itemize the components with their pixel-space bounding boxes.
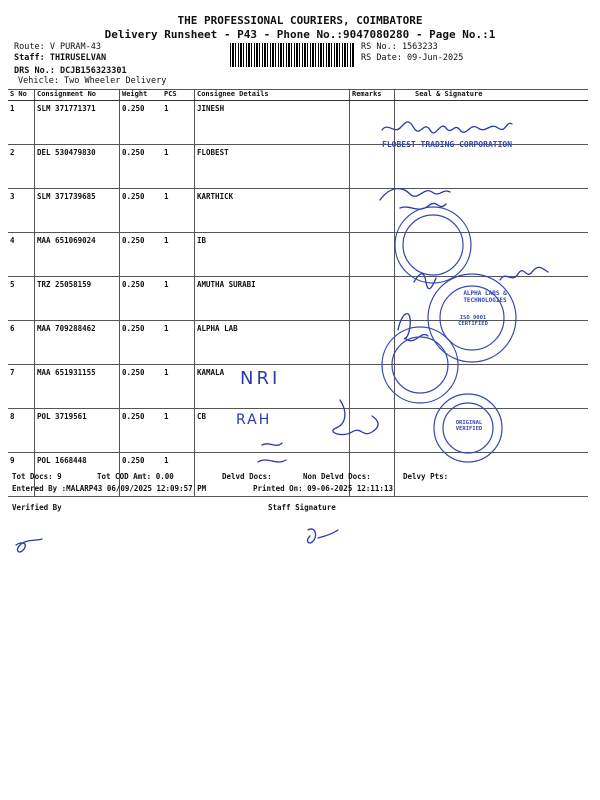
row-consignment: MAA 651931155 [35,365,120,409]
row-weight: 0.250 [120,365,163,409]
row-consignment: SLM 371739685 [35,189,120,233]
row-weight: 0.250 [120,145,163,189]
row-consignee: IB [195,233,350,277]
col-seal: Seal & Signature [395,90,589,101]
verifier-signature [16,539,42,552]
signature-row1 [382,122,512,133]
non-delivered-docs: Non Delvd Docs: [303,472,371,481]
verified-by-label: Verified By [12,503,62,512]
col-pcs: PCS [162,90,195,101]
row-weight: 0.250 [120,233,163,277]
vehicle-label: Vehicle: Two Wheeler Delivery [18,76,167,86]
row-consignee: AMUTHA SURABI [195,277,350,321]
col-weight: Weight [120,90,163,101]
row-sno: 7 [8,365,35,409]
row-consignment: DEL 530479830 [35,145,120,189]
row-consignment: POL 1668448 [35,453,120,497]
handwritten-nri: NRI [240,368,281,389]
row-weight: 0.250 [120,189,163,233]
row-sno: 6 [8,321,35,365]
row-weight: 0.250 [120,453,163,497]
total-docs: Tot Docs: 9 [12,472,62,481]
row-consignment: MAA 709288462 [35,321,120,365]
row-pcs: 1 [162,145,195,189]
stamp-cb-text: ORIGINAL VERIFIED [455,420,483,432]
runsheet-title: Delivery Runsheet - P43 - Phone No.:9047080280 - Page No.:1 [104,28,496,41]
col-remarks: Remarks [350,90,395,101]
delivery-points: Delvy Pts: [403,472,449,481]
row-weight: 0.250 [120,277,163,321]
delivered-docs: Delvd Docs: [222,472,272,481]
row-consignment: TRZ 25058159 [35,277,120,321]
row-consignee: JINESH [195,101,350,145]
row-pcs: 1 [162,101,195,145]
row-pcs: 1 [162,233,195,277]
row-pcs: 1 [162,453,195,497]
row-consignment: POL 3719561 [35,409,120,453]
row-pcs: 1 [162,277,195,321]
row-consignee: KARTHICK [195,189,350,233]
company-title: THE PROFESSIONAL COURIERS, COIMBATORE [177,14,423,27]
row-sno: 1 [8,101,35,145]
row-sno: 2 [8,145,35,189]
row-consignee: FLOBEST [195,145,350,189]
signature-row8 [333,400,378,435]
rs-date: RS Date: 09-Jun-2025 [361,53,464,63]
row-consignee: KAMALA [195,365,350,409]
stamp-alpha-text: ALPHA LABS & TECHNOLOGIES [463,290,507,304]
row-weight: 0.250 [120,409,163,453]
row-pcs: 1 [162,189,195,233]
col-sno: S No [8,90,35,101]
stamp-circle-row4 [395,207,471,283]
entered-by: Entered By :MALARP43 06/09/2025 12:09:57 PM [12,484,207,493]
stamp-flobest-text: FLOBEST TRADING CORPORATION [382,140,513,149]
row-consignment: SLM 371771371 [35,101,120,145]
handwritten-rah: RAH [236,412,272,428]
total-cod: Tot COD Amt: 0.00 [97,472,174,481]
row-consignment: MAA 651069024 [35,233,120,277]
signature-row9 [258,443,286,462]
col-consignment: Consignment No [35,90,120,101]
col-consignee: Consignee Details [195,90,350,101]
rs-number: RS No.: 1563233 [361,42,438,52]
row-sno: 5 [8,277,35,321]
row-sno: 9 [8,453,35,497]
row-weight: 0.250 [120,321,163,365]
row-weight: 0.250 [120,101,163,145]
staff-label: Staff: THIRUSELVAN [14,53,107,63]
signature-row3 [380,189,450,210]
row-pcs: 1 [162,321,195,365]
row-pcs: 1 [162,365,195,409]
drs-number: DRS No.: DCJB156323301 [14,66,127,76]
row-consignee: CB [195,409,350,453]
row-sno: 3 [8,189,35,233]
signature-row5 [414,267,548,288]
route-label: Route: V PURAM-43 [14,42,101,52]
staff-signature-label: Staff Signature [268,503,336,512]
row-sno: 4 [8,233,35,277]
staff-signature [307,529,338,543]
stamp-circle-row7 [382,327,458,403]
row-pcs: 1 [162,409,195,453]
printed-on: Printed On: 09-06-2025 12:11:13 [253,484,393,493]
row-consignee: ALPHA LAB [195,321,350,365]
row-sno: 8 [8,409,35,453]
stamp-alpha-iso: ISO 9001 CERTIFIED [458,315,488,327]
